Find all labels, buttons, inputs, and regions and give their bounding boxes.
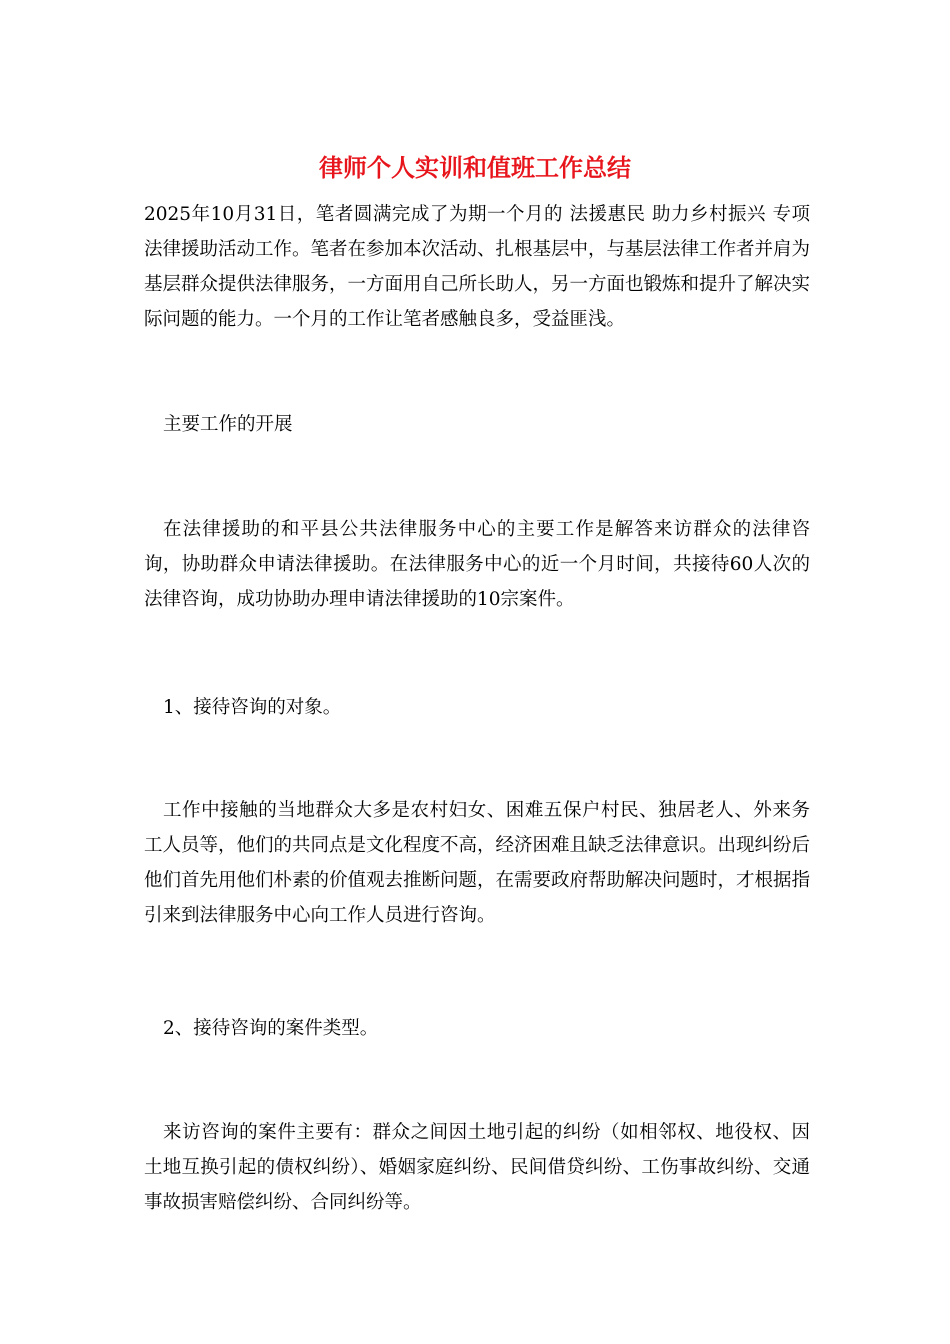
document-title: 律师个人实训和值班工作总结 bbox=[319, 154, 631, 182]
main-work-paragraph: 在法律援助的和平县公共法律服务中心的主要工作是解答来访群众的法律咨询，协助群众申请法律援助。在法律服务中心的近一个月时间，共接待60人次的法律咨询，成功协助办理申请法律援助的10宗案件。 bbox=[144, 519, 810, 610]
item-heading-consult-objects: 1、接待咨询的对象。 bbox=[163, 697, 342, 718]
intro-paragraph: 2025年10月31日，笔者圆满完成了为期一个月的 法援惠民 助力乡村振兴 专项法律援助活动工作。笔者在参加本次活动、扎根基层中，与基层法律工作者并肩为基层群众提供法律服务，一方面用自己所长助人，另一方面也锻炼和提升了解决实际问题的能力。一个月的工作让笔者感触良多，受益匪浅。 bbox=[144, 204, 811, 330]
consult-objects-paragraph: 工作中接触的当地群众大多是农村妇女、困难五保户村民、独居老人、外来务工人员等，他们的共同点是文化程度不高，经济困难且缺乏法律意识。出现纠纷后他们首先用他们朴素的价值观去推断问题，在需要政府帮助解决问题时，才根据指引来到法律服务中心向工作人员进行咨询。 bbox=[144, 800, 811, 926]
case-types-paragraph: 来访咨询的案件主要有：群众之间因土地引起的纠纷（如相邻权、地役权、因土地互换引起的债权纠纷）、婚姻家庭纠纷、民间借贷纠纷、工伤事故纠纷、交通事故损害赔偿纠纷、合同纠纷等。 bbox=[144, 1122, 810, 1213]
item-heading-case-types: 2、接待咨询的案件类型。 bbox=[163, 1018, 379, 1039]
section-heading-main-work: 主要工作的开展 bbox=[163, 414, 293, 435]
